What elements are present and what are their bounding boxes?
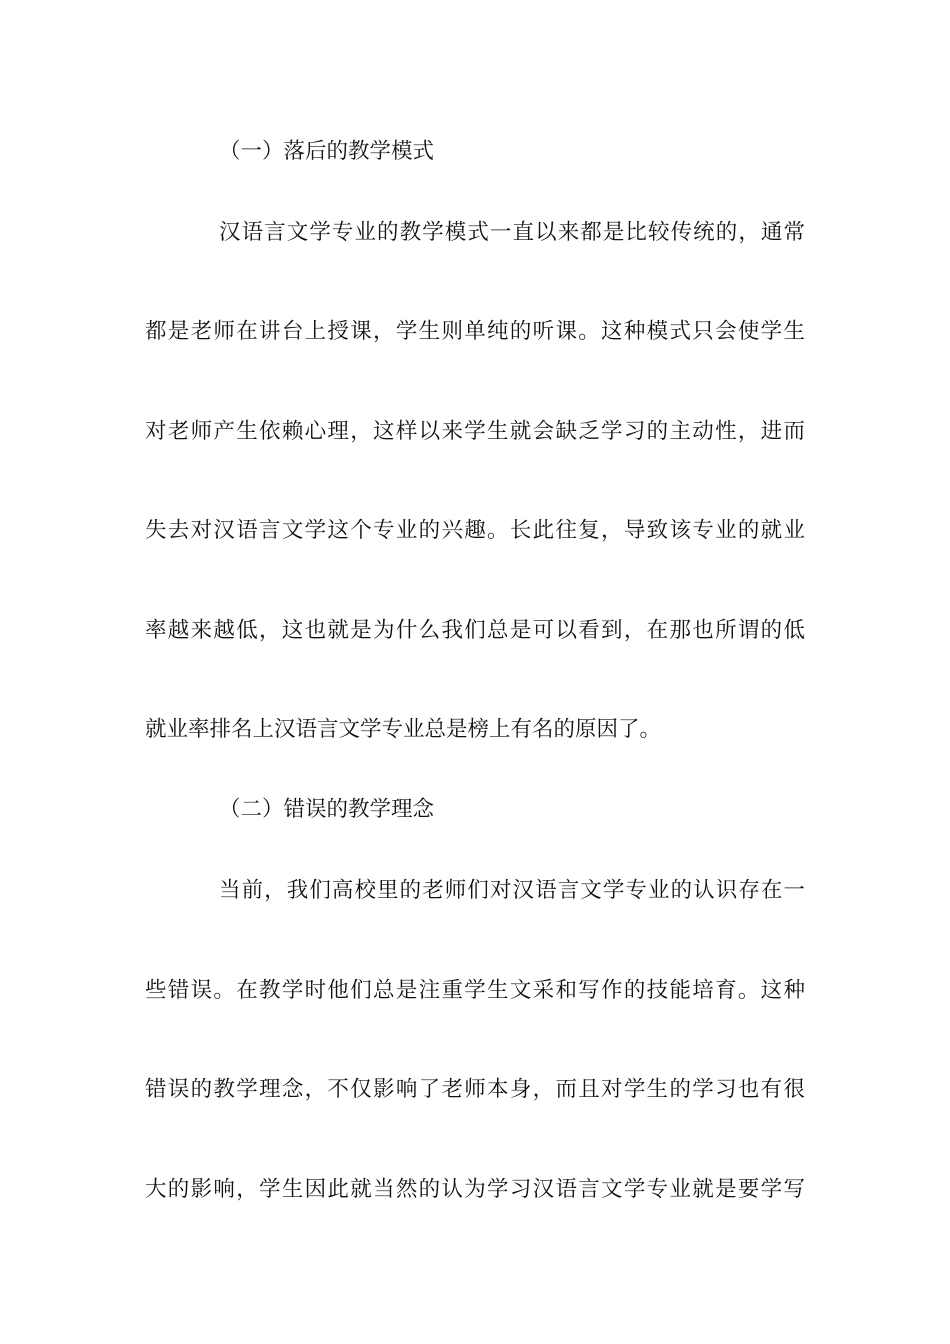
section-heading-2: （二）错误的教学理念: [219, 797, 435, 822]
paragraph-line: 错误的教学理念，不仅影响了老师本身，而且对学生的学习也有很: [145, 1077, 805, 1102]
paragraph-line: 率越来越低，这也就是为什么我们总是可以看到，在那也所谓的低: [145, 618, 805, 643]
paragraph-line: 失去对汉语言文学这个专业的兴趣。长此往复，导致该专业的就业: [145, 518, 805, 543]
section-heading-1: （一）落后的教学模式: [219, 139, 435, 164]
paragraph-line: 当前，我们高校里的老师们对汉语言文学专业的认识存在一: [219, 878, 805, 903]
paragraph-line: 些错误。在教学时他们总是注重学生文采和写作的技能培育。这种: [145, 978, 805, 1003]
paragraph-line: 就业率排名上汉语言文学专业总是榜上有名的原因了。: [145, 717, 662, 742]
paragraph-line: 汉语言文学专业的教学模式一直以来都是比较传统的，通常: [219, 220, 805, 245]
paragraph-line: 对老师产生依赖心理，这样以来学生就会缺乏学习的主动性，进而: [145, 419, 805, 444]
paragraph-line: 都是老师在讲台上授课，学生则单纯的听课。这种模式只会使学生: [145, 319, 805, 344]
paragraph-line: 大的影响，学生因此就当然的认为学习汉语言文学专业就是要学写: [145, 1177, 805, 1202]
